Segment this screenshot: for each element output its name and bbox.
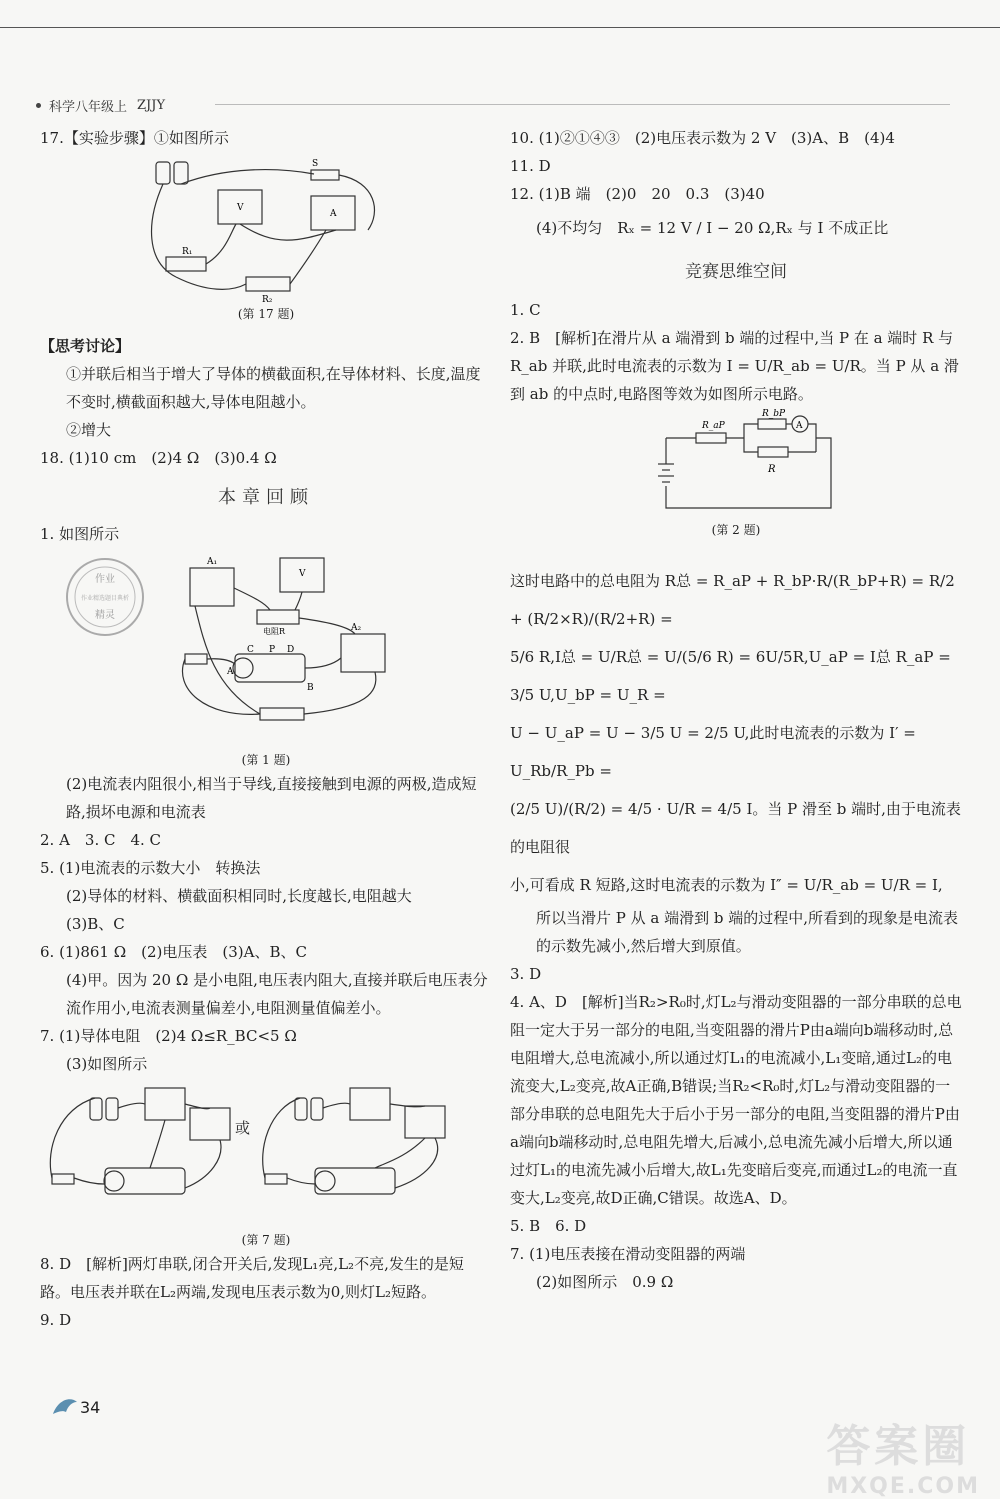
- c7-2: (2)如图所示 0.9 Ω: [536, 1273, 674, 1291]
- header-rule: [215, 104, 950, 105]
- fig2-caption: (第 2 题): [711, 523, 761, 537]
- stamp-mid: 作业精选题目典析: [80, 595, 130, 602]
- fig2-label-r: R: [768, 464, 776, 475]
- right-column: [510, 124, 962, 1296]
- left-column: [40, 124, 492, 1334]
- r5-3: (3)B、C: [66, 915, 125, 933]
- r6-1: 6. (1)861 Ω (2)电压表 (3)A、B、C: [40, 943, 307, 961]
- page-number-text: 34: [80, 1397, 101, 1417]
- think-title: 【思考讨论】: [40, 337, 131, 355]
- r9: 9. D: [40, 1311, 72, 1329]
- fig17-label-s: S: [312, 159, 319, 169]
- fig1-circuit-diagram: [175, 548, 395, 746]
- c4: 4. A、D [解析]当R₂>R₀时,灯L₂与滑动变阻器的一部分串联的总电阻一定大于另一部分的电阻,当变阻器的滑片P由a端向b端移动时,总电阻增大,总电流减小,所以通过灯L₁的电流减小,L₁变暗,通过L₂的电流变大,L₂变亮,故A正确,B错误;当R₂<R₀时,灯L₂与滑动变阻器的一部分串联的总电阻先大于后小于另一部分的电阻,当变阻器的滑片P由a端向b端移动时,总电阻先增大,后减小,总电流先减小后增大,所以通过灯L₁的电流先减小后增大,故L₁先变暗后变亮,而通过L₂的电流一直变大,L₂变亮,故D正确,C错误。故选A、D。: [510, 993, 962, 1207]
- c2-7: 所以当滑片 P 从 a 端滑到 b 端的过程中,所看到的现象是电流表的示数先减小,然后增大到原值。: [536, 909, 959, 955]
- fig17-circuit-diagram: [136, 152, 396, 302]
- c2-4: U − U_aP = U − 3/5 U = 2/5 U,此时电流表的示数为 I′ = U_Rb/R_Pb =: [510, 724, 916, 780]
- bullet-icon: [36, 103, 41, 108]
- r7-2: (3)如图所示: [66, 1055, 148, 1073]
- r1: 1. 如图所示: [40, 525, 120, 543]
- c1: 1. C: [510, 301, 541, 319]
- fig1-label-a2: A₂: [351, 623, 362, 633]
- watermark-big: 答案圈: [826, 1421, 971, 1472]
- r6-2: (4)甲。因为 20 Ω 是小电阻,电压表内阻大,直接并联后电压表分流作用小,电流表测量偏差小,电阻测量值偏差小。: [66, 971, 488, 1017]
- fig1-label-a1: A₁: [207, 557, 218, 567]
- fig17-label-r1: R₁: [182, 247, 193, 257]
- c2-derivation: [510, 562, 962, 904]
- fig2-circuit-diagram: [636, 408, 836, 518]
- fig1-label-b: B: [307, 683, 314, 693]
- q17-title: 17.【实验步骤】①如图所示: [40, 129, 229, 147]
- fig17-label-a: A: [330, 209, 337, 219]
- fig17-label-r2: R₂: [262, 295, 273, 302]
- fig2-label-rap: R_aP: [702, 421, 725, 431]
- stamp-bottom: 精灵: [95, 610, 115, 621]
- c2-6: 小,可看成 R 短路,这时电流表的示数为 I″ = U/R_ab = U/R = I,: [510, 876, 943, 894]
- fig2-label-rbp: R_bP: [762, 409, 786, 419]
- fig2-label-a: A: [796, 421, 803, 431]
- fig7-or: 或: [235, 1119, 251, 1137]
- c2-2: 这时电路中的总电阻为 R总 = R_aP + R_bP·R/(R_bP+R) = R/2 + (R/2×R)/(R/2+R) =: [510, 572, 955, 628]
- page-number: [50, 1392, 100, 1422]
- r5-2: (2)导体的材料、横截面积相同时,长度越长,电阻越大: [66, 887, 412, 905]
- stamp-top: 作业: [95, 574, 115, 585]
- think-2: ②增大: [66, 421, 112, 439]
- think-1: ①并联后相当于增大了导体的横截面积,在导体材料、长度,温度不变时,横截面积越大,导体电阻越小。: [66, 365, 481, 411]
- c7-1: 7. (1)电压表接在滑动变阻器的两端: [510, 1245, 746, 1263]
- q12-2: (4)不均匀 Rₓ = 12 V / I − 20 Ω,Rₓ 与 I 不成正比: [536, 219, 889, 237]
- r2-4: 2. A 3. C 4. C: [40, 831, 162, 849]
- fig1-label-res: 电阻R: [263, 627, 286, 636]
- r7-1: 7. (1)导体电阻 (2)4 Ω≤R_BC<5 Ω: [40, 1027, 297, 1045]
- fig17-caption: (第 17 题): [237, 307, 295, 321]
- fig7-circuit-right: [255, 1078, 485, 1228]
- homework-stamp: [60, 552, 150, 642]
- section-contest-title: 竞赛思维空间: [685, 262, 787, 282]
- c2-3: 5/6 R,I总 = U/R总 = U/(5/6 R) = 6U/5R,U_aP = I总 R_aP = 3/5 U,U_bP = U_R =: [510, 648, 951, 704]
- fig1-label-c: C: [247, 645, 254, 655]
- fig1-label-d: D: [287, 645, 295, 655]
- fig1-caption: (第 1 题): [241, 753, 291, 767]
- watermark-small: MXQE.COM: [826, 1474, 980, 1499]
- section-review-title: 本章回顾: [218, 487, 314, 508]
- fig1-block: [40, 548, 492, 748]
- r8: 8. D [解析]两灯串联,闭合开关后,发现L₁亮,L₂不亮,发生的是短路。电压表并联在L₂两端,发现电压表示数为0,则灯L₂短路。: [40, 1255, 464, 1301]
- running-header: [36, 96, 165, 115]
- c2-5: (2/5 U)/(R/2) = 4/5 · U/R = 4/5 I。当 P 滑至 b 端时,由于电流表的电阻很: [510, 800, 961, 856]
- c5-6: 5. B 6. D: [510, 1217, 587, 1235]
- c2-1: 2. B [解析]在滑片从 a 端滑到 b 端的过程中,当 P 在 a 端时 R 与 R_ab 并联,此时电流表的示数为 I = U/R_ab = U/R。当 P 从 a 滑到 ab 的中点时,电路图等效为如图所示电路。: [510, 329, 959, 403]
- r1-2: (2)电流表内阻很小,相当于导线,直接接触到电源的两极,造成短路,损坏电源和电流表: [66, 775, 477, 821]
- fig7-circuit-left: [40, 1078, 240, 1228]
- fig7-caption: (第 7 题): [241, 1233, 291, 1247]
- dolphin-icon: [50, 1392, 80, 1422]
- fig1-label-a: A: [227, 667, 234, 677]
- q11: 11. D: [510, 157, 551, 175]
- c3: 3. D: [510, 965, 542, 983]
- r5-1: 5. (1)电流表的示数大小 转换法: [40, 859, 261, 877]
- header-title: 科学八年级上: [49, 100, 128, 115]
- fig17-label-v: V: [237, 203, 244, 213]
- q10: 10. (1)②①④③ (2)电压表示数为 2 V (3)A、B (4)4: [510, 129, 895, 147]
- top-rule: [0, 27, 1000, 28]
- watermark: [826, 1410, 980, 1499]
- fig1-label-p: P: [269, 645, 276, 655]
- fig1-label-v: V: [299, 569, 306, 579]
- fig7-block: [40, 1078, 492, 1228]
- header-code: ZJJY: [137, 98, 166, 113]
- q12-1: 12. (1)B 端 (2)0 20 0.3 (3)40: [510, 185, 765, 203]
- q18: 18. (1)10 cm (2)4 Ω (3)0.4 Ω: [40, 449, 277, 467]
